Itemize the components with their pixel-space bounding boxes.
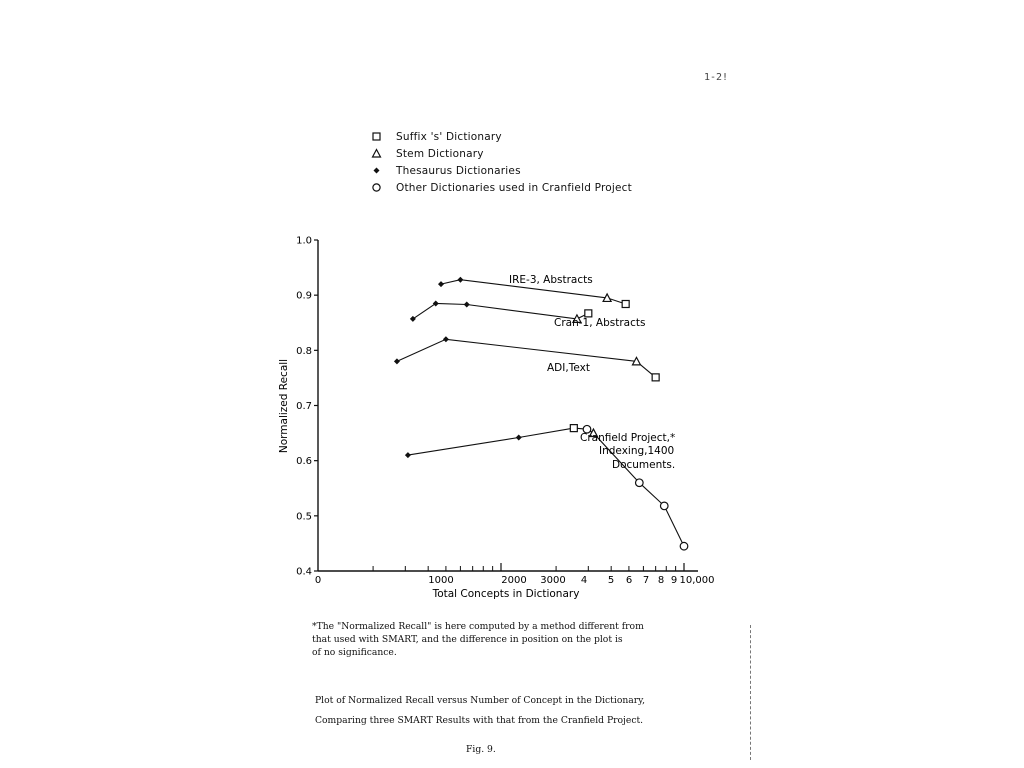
diamond-marker	[457, 277, 463, 283]
diamond-marker	[516, 434, 522, 440]
diamond-marker	[433, 300, 439, 306]
circle-marker	[680, 542, 688, 550]
series-label-cranfield-2: Indexing,1400	[599, 445, 675, 457]
x-axis-label: Total Concepts in Dictionary	[432, 588, 580, 600]
figure-caption	[315, 691, 735, 731]
x-tick-label: 1000	[428, 575, 454, 586]
x-tick-label: 8	[657, 575, 665, 586]
y-tick-label: 0.5	[296, 511, 312, 523]
series-label-cranfield-3: Documents.	[612, 459, 676, 471]
series-label-ire: IRE-3, Abstracts	[509, 274, 593, 286]
y-tick-label: 0.7	[296, 401, 312, 412]
diamond-marker	[394, 358, 400, 364]
caption-line: Plot of Normalized Recall versus Number of Concept in the Dictionary,	[315, 695, 646, 706]
x-tick-label: 7	[642, 575, 650, 586]
circle-marker	[660, 502, 668, 510]
page-number: 1-2!	[704, 72, 729, 83]
square-marker	[652, 374, 659, 381]
series-label-cranfield-1: Cranfield Project,*	[580, 432, 676, 444]
diamond-marker	[443, 336, 449, 342]
diamond-marker	[405, 452, 411, 458]
square-marker	[585, 310, 592, 317]
legend-label: Thesaurus Dictionaries	[396, 164, 521, 177]
x-tick-label: 2000	[501, 575, 527, 586]
x-tick-label: 3000	[540, 575, 566, 586]
y-tick-label: 0.8	[296, 345, 312, 357]
diamond-marker	[464, 302, 470, 308]
figure-label: Fig. 9.	[466, 744, 496, 755]
y-tick-label: 0.6	[296, 456, 312, 468]
chart-labels	[278, 274, 678, 600]
x-tick-label: 4	[580, 575, 588, 586]
x-tick-label: 9	[670, 575, 678, 586]
circle-marker	[636, 479, 644, 487]
chart-axes	[296, 236, 714, 587]
legend-label: Stem Dictionary	[396, 147, 484, 160]
diamond-marker	[438, 281, 444, 287]
caption-line: Comparing three SMART Results with that from the Cranfield Project.	[315, 715, 644, 726]
y-tick-label: 0.4	[296, 566, 312, 578]
x-tick-label: 0	[314, 575, 322, 586]
square-marker	[570, 425, 577, 432]
y-tick-label: 1.0	[296, 235, 312, 247]
y-tick-label: 0.9	[296, 290, 312, 302]
diamond-marker	[410, 316, 416, 322]
x-tick-label: 6	[625, 575, 633, 586]
footnote: *The "Normalized Recall" is here computed by a method different from that used with SMART, and the difference in position on the plot is of no significance.	[312, 621, 644, 658]
y-axis-label: Normalized Recall	[278, 358, 290, 454]
scan-edge-line	[750, 625, 751, 760]
legend-label: Other Dictionaries used in Cranfield Project	[396, 181, 632, 194]
x-tick-label: 5	[607, 575, 615, 586]
legend-label: Suffix 's' Dictionary	[396, 130, 502, 143]
square-marker	[622, 300, 629, 307]
series-line	[397, 339, 656, 377]
series-label-cran: Cran-1, Abstracts	[554, 317, 646, 329]
series-label-adi: ADI,Text	[547, 362, 590, 374]
x-tick-label: 10,000	[679, 575, 715, 586]
